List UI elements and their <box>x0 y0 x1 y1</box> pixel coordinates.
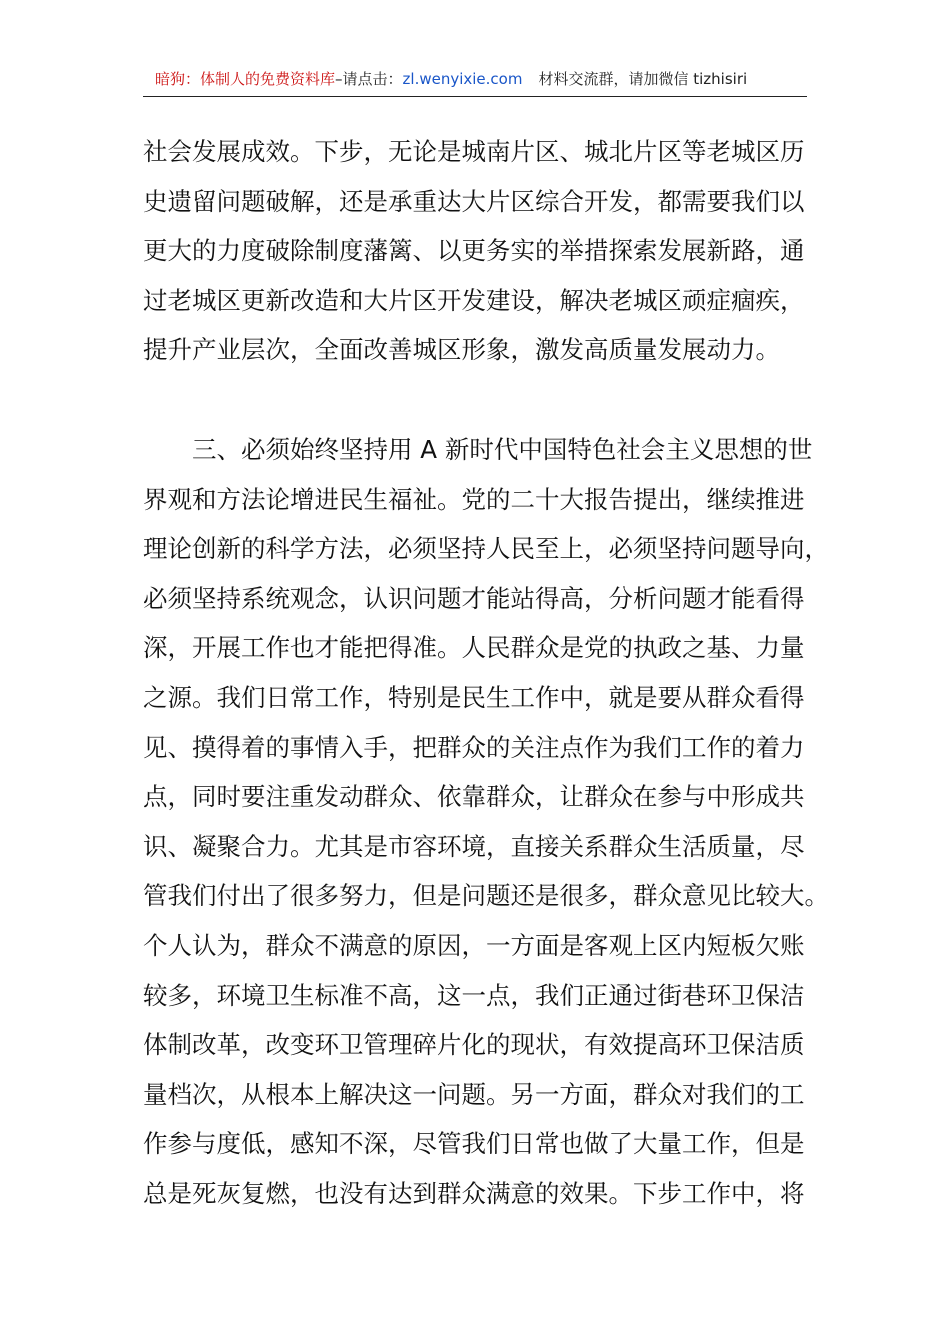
text-line: 界观和方法论增进民生福祉。党的二十大报告提出，继续推进 <box>143 484 805 514</box>
page-header <box>143 62 807 97</box>
text-line: 三、必须始终坚持用 A 新时代中国特色社会主义思想的世 <box>192 435 813 464</box>
text-line: 之源。我们日常工作，特别是民生工作中，就是要从群众看得 <box>143 682 805 712</box>
text-line: 提升产业层次，全面改善城区形象，激发高质量发展动力。 <box>143 335 780 365</box>
text-line: 个人认为，群众不满意的原因，一方面是客观上区内短板欠账 <box>143 930 805 960</box>
header-link[interactable]: zl.wenyixie.com <box>402 70 523 88</box>
text-line: 更大的力度破除制度藩篱、以更务实的举措探索发展新路，通 <box>143 236 805 266</box>
text-line: 过老城区更新改造和大片区开发建设，解决老城区顽症痼疾， <box>143 285 805 315</box>
paragraph-1 <box>143 127 813 375</box>
text-line: 理论创新的科学方法，必须坚持人民至上，必须坚持问题导向， <box>143 534 829 564</box>
header-link-prefix: –请点击： <box>335 70 403 88</box>
text-line: 较多，环境卫生标准不高，这一点，我们正通过街巷环卫保洁 <box>143 980 805 1010</box>
text-line: 量档次，从根本上解决这一问题。另一方面，群众对我们的工 <box>143 1079 805 1109</box>
header-brand: 暗狗：体制人的免费资料库 <box>155 70 336 88</box>
text-line: 社会发展成效。下步，无论是城南片区、城北片区等老城区历 <box>143 137 805 166</box>
text-line: 体制改革，改变环卫管理碎片化的现状，有效提高环卫保洁质 <box>143 1030 805 1060</box>
header-group-note: 材料交流群，请加微信 tizhisiri <box>538 70 748 88</box>
text-line: 深，开展工作也才能把得准。人民群众是党的执政之基、力量 <box>143 633 805 663</box>
text-line: 管我们付出了很多努力，但是问题还是很多，群众意见比较大。 <box>143 881 829 911</box>
text-line: 必须坚持系统观念，认识问题才能站得高，分析问题才能看得 <box>143 583 805 613</box>
text-line: 识、凝聚合力。尤其是市容环境，直接关系群众生活质量，尽 <box>143 831 805 861</box>
text-line: 史遗留问题破解，还是承重达大片区综合开发，都需要我们以 <box>143 186 805 216</box>
text-line: 见、摸得着的事情入手，把群众的关注点作为我们工作的着力 <box>143 732 805 762</box>
paragraph-2 <box>143 425 829 1219</box>
text-line: 总是死灰复燃，也没有达到群众满意的效果。下步工作中，将 <box>143 1178 805 1208</box>
text-line: 点，同时要注重发动群众、依靠群众，让群众在参与中形成共 <box>143 782 805 812</box>
text-line: 作参与度低，感知不深，尽管我们日常也做了大量工作，但是 <box>143 1129 805 1159</box>
